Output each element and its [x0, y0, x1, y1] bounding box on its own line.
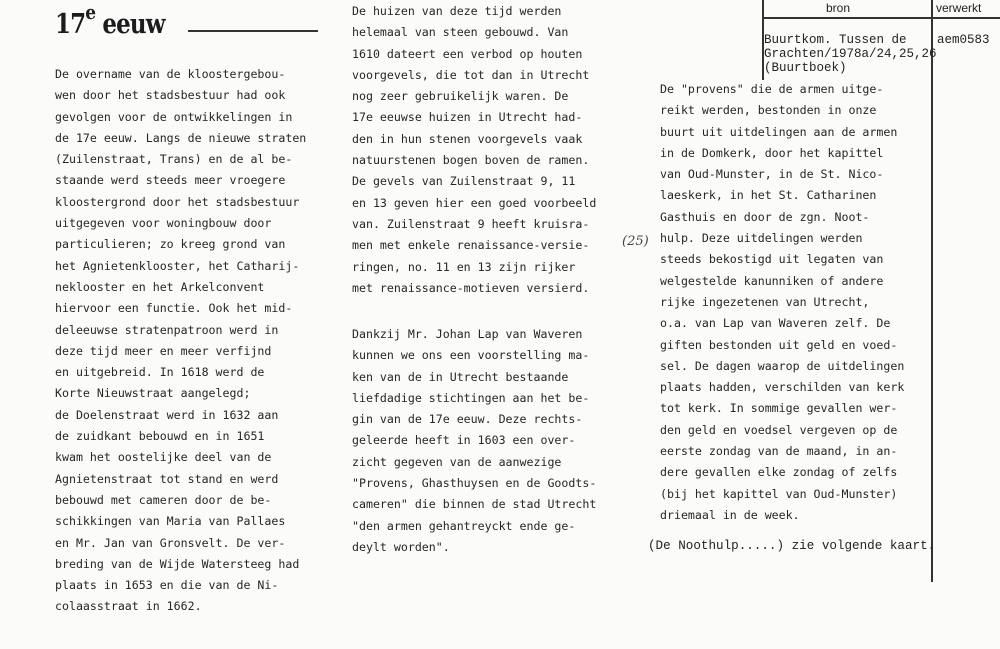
text-line: kwam het oostelijke deel van de [55, 450, 272, 465]
text-line: en 13 geven hier een goed voorbeeld [352, 195, 597, 210]
text-line: met renaissance-motieven versierd. [352, 280, 590, 295]
footer-note: (De Noothulp.....) zie volgende kaart. [648, 539, 936, 553]
text-line: 17e eeuwse huizen in Utrecht had- [352, 110, 583, 125]
text-line: nog zeer gebruikelijk waren. De [352, 89, 569, 104]
text-line: deylt worden". [352, 539, 450, 554]
column-1 [55, 64, 306, 618]
text-line: De gevels van Zuilenstraat 9, 11 [352, 174, 576, 189]
text-line: driemaal in de week. [660, 507, 800, 522]
text-line: kloostergrond door het stadsbestuur [55, 194, 300, 209]
text-line: zicht gegeven van de aanwezige [352, 454, 562, 469]
column-2-paragraph-1 [352, 1, 596, 299]
text-line: liefdadige stichtingen aan het be- [352, 390, 590, 405]
margin-note: (25) [622, 234, 649, 249]
text-line: "den armen gehantreyckt ende ge- [352, 518, 576, 533]
text-line: (Zuilenstraat, Trans) en de al be- [55, 152, 293, 167]
text-line: geleerde heeft in 1603 een over- [352, 433, 576, 448]
text-line: men met enkele renaissance-versie- [352, 238, 590, 253]
text-line: Dankzij Mr. Johan Lap van Waveren [352, 327, 583, 341]
text-line: schikkingen van Maria van Pallaes [55, 514, 286, 529]
text-line: bebouwd met cameren door de be- [55, 492, 272, 507]
text-line: tot kerk. In sommige gevallen wer- [660, 401, 898, 416]
text-line: reikt werden, bestonden in onze [660, 103, 877, 118]
text-line: uitgegeven voor woningbouw door [55, 216, 272, 231]
source-cell [764, 33, 937, 75]
text-line: hulp. Deze uitdelingen werden [660, 231, 863, 246]
source-line: Buurtkom. Tussen de [764, 33, 907, 47]
text-line: eerste zondag van de maand, in an- [660, 444, 898, 459]
text-line: dere gevallen elke zondag of zelfs [660, 465, 898, 480]
text-line: helemaal van steen gebouwd. Van [352, 25, 569, 40]
text-line: gevolgen voor de ontwikkelingen in [55, 109, 293, 124]
text-line: de 17e eeuw. Langs de nieuwe straten [55, 130, 307, 145]
text-line: Agnietenstraat tot stand en werd [55, 471, 279, 486]
heading-superscript: e [85, 0, 96, 24]
heading-word: eeuw [102, 9, 165, 40]
text-line: neklooster en het Arkelconvent [55, 279, 265, 294]
text-line: laeskerk, in het St. Catharinen [660, 188, 877, 203]
text-line: colaasstraat in 1662. [55, 599, 202, 614]
text-line: wen door het stadsbestuur had ook [55, 88, 286, 103]
table-header-rule [762, 17, 1000, 19]
text-line: deleeuwse stratenpatroon werd in [55, 322, 279, 337]
column-2-paragraph-2 [352, 324, 596, 558]
text-line: particulieren; zo kreeg grond van [55, 237, 286, 252]
text-line: het Agnietenklooster, het Catharij- [55, 258, 300, 273]
text-line: giften bestonden uit geld en voed- [660, 337, 898, 352]
text-line: plaats in 1653 en die van de Ni- [55, 578, 279, 593]
text-line: den geld en voedsel vergeven op de [660, 422, 898, 437]
column-3 [660, 79, 904, 526]
text-line: van. Zuilenstraat 9 heeft kruisra- [352, 216, 590, 231]
text-line: staande werd steeds meer vroegere [55, 173, 286, 188]
text-line: de zuidkant bebouwd en in 1651 [55, 429, 265, 444]
text-line: in de Domkerk, door het kapittel [660, 145, 884, 160]
text-line: De overname van de kloostergebou- [55, 67, 286, 81]
text-line: de Doelenstraat werd in 1632 aan [55, 407, 279, 422]
text-line: van Oud-Munster, in de St. Nico- [660, 167, 884, 182]
text-line: gin van de 17e eeuw. Deze rechts- [352, 412, 583, 427]
text-line: sel. De dagen waarop de uitdelingen [660, 358, 905, 373]
text-line: Korte Nieuwstraat aangelegd; [55, 386, 251, 401]
text-line: natuurstenen bogen boven de ramen. [352, 153, 590, 168]
table-column-divider [931, 0, 933, 582]
text-line: o.a. van Lap van Waveren zelf. De [660, 316, 891, 331]
text-line: welgestelde kanunniken of andere [660, 273, 884, 288]
processed-cell: aem0583 [937, 33, 990, 47]
text-line: breding van de Wijde Watersteeg had [55, 556, 300, 571]
text-line: plaats hadden, verschilden van kerk [660, 380, 905, 395]
text-line: cameren" die binnen de stad Utrecht [352, 497, 597, 512]
text-line: (bij het kapittel van Oud-Munster) [660, 486, 898, 501]
heading-rule [188, 30, 318, 32]
text-line: deze tijd meer en meer verfijnd [55, 343, 272, 358]
text-line: den in hun stenen voorgevels vaak [352, 131, 583, 146]
text-line: De "provens" die de armen uitge- [660, 82, 884, 96]
text-line: en Mr. Jan van Gronsvelt. De ver- [55, 535, 286, 550]
text-line: rijke ingezetenen van Utrecht, [660, 294, 870, 309]
source-line: (Buurtboek) [764, 61, 847, 75]
text-line: voorgevels, die tot dan in Utrecht [352, 67, 590, 82]
text-line: "Provens, Ghasthuysen en de Goodts- [352, 476, 597, 491]
header-processed: verwerkt [936, 1, 982, 15]
text-line: ken van de in Utrecht bestaande [352, 369, 569, 384]
text-line: kunnen we ons een voorstelling ma- [352, 348, 590, 363]
text-line: en uitgebreid. In 1618 werd de [55, 365, 265, 380]
section-heading [55, 0, 165, 40]
text-line: steeds bekostigd uit legaten van [660, 252, 884, 267]
text-line: 1610 dateert een verbod op houten [352, 46, 583, 61]
text-line: Gasthuis en door de zgn. Noot- [660, 209, 870, 224]
text-line: De huizen van deze tijd werden [352, 4, 562, 18]
heading-number: 17 [55, 9, 86, 40]
header-source: bron [826, 1, 851, 15]
text-line: hiervoor een functie. Ook het mid- [55, 301, 293, 316]
text-line: ringen, no. 11 en 13 zijn rijker [352, 259, 576, 274]
source-line: Grachten/1978a/24,25,26 [764, 47, 937, 61]
text-line: buurt uit uitdelingen aan de armen [660, 124, 898, 139]
